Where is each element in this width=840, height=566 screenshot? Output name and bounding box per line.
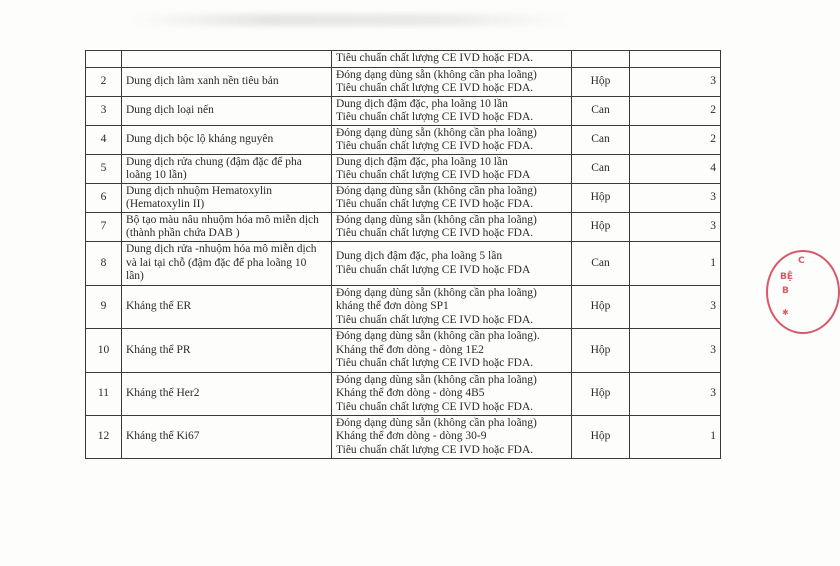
specification-cell (332, 51, 572, 68)
specification-line: Đóng dạng dùng sẵn (không cần pha loãng) (336, 213, 537, 226)
unit-cell: Can (572, 97, 630, 126)
specification-cell (332, 329, 572, 373)
specification-line: Đóng dạng dùng sẵn (không cần pha loãng) (336, 373, 537, 386)
item-name-cell (122, 51, 332, 68)
item-name-line: Dung dịch bộc lộ kháng nguyên (126, 133, 274, 146)
specification-line: Đóng dạng dùng sẵn (không cần pha loãng). (336, 330, 540, 343)
item-name-line: Dung dịch làm xanh nền tiêu bản (126, 75, 279, 88)
unit-cell: Can (572, 242, 630, 286)
table-row (86, 329, 721, 373)
unit-cell: Hộp (572, 184, 630, 213)
stamp-star-icon: ✱ (782, 308, 789, 317)
specification-cell (332, 416, 572, 459)
row-number-cell: 10 (86, 329, 122, 373)
row-number-cell: 4 (86, 126, 122, 155)
specification-line: Tiêu chuẩn chất lượng CE IVD hoặc FDA (336, 263, 531, 276)
specification-cell (332, 184, 572, 213)
specification-cell (332, 68, 572, 97)
table-row (86, 97, 721, 126)
item-name-cell (122, 242, 332, 286)
unit-cell: Can (572, 155, 630, 184)
specification-line: Dung dịch đậm đặc, pha loãng 10 lần (336, 155, 508, 168)
item-name-cell (122, 68, 332, 97)
row-number-cell (86, 51, 122, 68)
quantity-cell (630, 51, 721, 68)
row-number-cell: 6 (86, 184, 122, 213)
quantity-cell: 3 (630, 286, 721, 329)
item-name-line: Kháng thể ER (126, 300, 192, 313)
item-name-cell (122, 373, 332, 416)
specification-cell (332, 213, 572, 242)
row-number-cell: 11 (86, 373, 122, 416)
table-row (86, 373, 721, 416)
row-number-cell: 9 (86, 286, 122, 329)
row-number-cell: 3 (86, 97, 122, 126)
specification-line: Tiêu chuẩn chất lượng CE IVD hoặc FDA. (336, 52, 534, 65)
table-row (86, 416, 721, 459)
specification-cell (332, 373, 572, 416)
quantity-cell: 3 (630, 373, 721, 416)
unit-cell: Hộp (572, 286, 630, 329)
item-name-cell (122, 155, 332, 184)
specification-line: Tiêu chuẩn chất lượng CE IVD hoặc FDA. (336, 140, 534, 152)
specification-line: Tiêu chuẩn chất lượng CE IVD hoặc FDA (336, 169, 531, 181)
item-name-cell (122, 213, 332, 242)
item-name-line: Bộ tạo màu nâu nhuộm hóa mô miễn dịch (126, 213, 319, 226)
quantity-cell: 3 (630, 184, 721, 213)
row-number-cell: 7 (86, 213, 122, 242)
specification-line: Tiêu chuẩn chất lượng CE IVD hoặc FDA. (336, 227, 534, 239)
supply-spec-table (85, 50, 721, 459)
item-name-line: Dung dịch rửa chung (đậm đặc để pha (126, 155, 302, 168)
item-name-cell (122, 286, 332, 329)
table-row (86, 51, 721, 68)
quantity-cell: 2 (630, 97, 721, 126)
specification-line: Tiêu chuẩn chất lượng CE IVD hoặc FDA. (336, 198, 534, 210)
scan-shadow (130, 14, 570, 26)
table-row (86, 213, 721, 242)
stamp-text-1: BỆ (780, 272, 794, 282)
item-name-line: Dung dịch rửa -nhuộm hóa mô miễn dịch (126, 243, 317, 256)
quantity-cell: 3 (630, 68, 721, 97)
quantity-cell: 3 (630, 213, 721, 242)
item-name-cell (122, 184, 332, 213)
item-name-cell (122, 97, 332, 126)
table-row (86, 242, 721, 286)
item-name-line: lần) (126, 270, 144, 283)
quantity-cell: 3 (630, 329, 721, 373)
table-row (86, 126, 721, 155)
specification-line: Đóng dạng dùng sẵn (không cần pha loãng) (336, 126, 537, 139)
specification-line: kháng thể đơn dòng SP1 (336, 300, 449, 313)
item-name-line: Kháng thể Ki67 (126, 430, 200, 443)
unit-cell: Hộp (572, 416, 630, 459)
specification-line: Kháng thể đơn dòng - dòng 4B5 (336, 387, 485, 400)
specification-line: Đóng dạng dùng sẵn (không cần pha loãng) (336, 416, 537, 429)
table-row (86, 286, 721, 329)
item-name-cell (122, 416, 332, 459)
specification-line: Tiêu chuẩn chất lượng CE IVD hoặc FDA. (336, 443, 534, 456)
item-name-line: loãng 10 lần) (126, 169, 187, 181)
item-name-cell (122, 126, 332, 155)
item-name-line: (thành phần chứa DAB ) (126, 227, 240, 239)
specification-line: Tiêu chuẩn chất lượng CE IVD hoặc FDA. (336, 357, 534, 370)
red-seal-stamp (766, 250, 840, 334)
unit-cell: Hộp (572, 213, 630, 242)
table-row (86, 184, 721, 213)
specification-cell (332, 286, 572, 329)
specification-line: Tiêu chuẩn chất lượng CE IVD hoặc FDA. (336, 82, 534, 94)
unit-cell: Hộp (572, 68, 630, 97)
item-name-line: Dung dịch nhuộm Hematoxylin (126, 184, 272, 197)
table-row (86, 155, 721, 184)
specification-line: Đóng dạng dùng sẵn (không cần pha loãng) (336, 68, 537, 81)
specification-line: Kháng thể đơn dòng - dòng 30-9 (336, 430, 487, 443)
specification-cell (332, 126, 572, 155)
row-number-cell: 12 (86, 416, 122, 459)
item-name-line: Kháng thể Her2 (126, 387, 200, 400)
row-number-cell: 2 (86, 68, 122, 97)
specification-line: Đóng dạng dùng sẵn (không cần pha loãng) (336, 184, 537, 197)
unit-cell: Can (572, 126, 630, 155)
quantity-cell: 2 (630, 126, 721, 155)
stamp-text-top: C (798, 256, 805, 266)
specification-line: Tiêu chuẩn chất lượng CE IVD hoặc FDA. (336, 313, 534, 326)
item-name-line: Kháng thể PR (126, 343, 191, 356)
specification-line: Tiêu chuẩn chất lượng CE IVD hoặc FDA. (336, 111, 534, 123)
specification-line: Kháng thể đơn dòng - dòng 1E2 (336, 343, 484, 356)
unit-cell: Hộp (572, 373, 630, 416)
specification-cell (332, 155, 572, 184)
row-number-cell: 8 (86, 242, 122, 286)
specification-line: Đóng dạng dùng sẵn (không cần pha loãng) (336, 286, 537, 299)
item-name-line: (Hematoxylin II) (126, 198, 205, 210)
unit-cell (572, 51, 630, 68)
quantity-cell: 1 (630, 416, 721, 459)
item-name-line: và lai tại chỗ (đậm đặc để pha loãng 10 (126, 256, 307, 269)
specification-cell (332, 242, 572, 286)
item-name-line: Dung dịch loại nến (126, 104, 214, 117)
stamp-text-2: B (782, 286, 789, 296)
specification-line: Dung dịch đậm đặc, pha loãng 5 lần (336, 250, 503, 263)
item-name-cell (122, 329, 332, 373)
row-number-cell: 5 (86, 155, 122, 184)
unit-cell: Hộp (572, 329, 630, 373)
table-row (86, 68, 721, 97)
specification-cell (332, 97, 572, 126)
specification-line: Tiêu chuẩn chất lượng CE IVD hoặc FDA. (336, 400, 534, 413)
specification-line: Dung dịch đậm đặc, pha loãng 10 lần (336, 97, 508, 110)
quantity-cell: 1 (630, 242, 721, 286)
quantity-cell: 4 (630, 155, 721, 184)
